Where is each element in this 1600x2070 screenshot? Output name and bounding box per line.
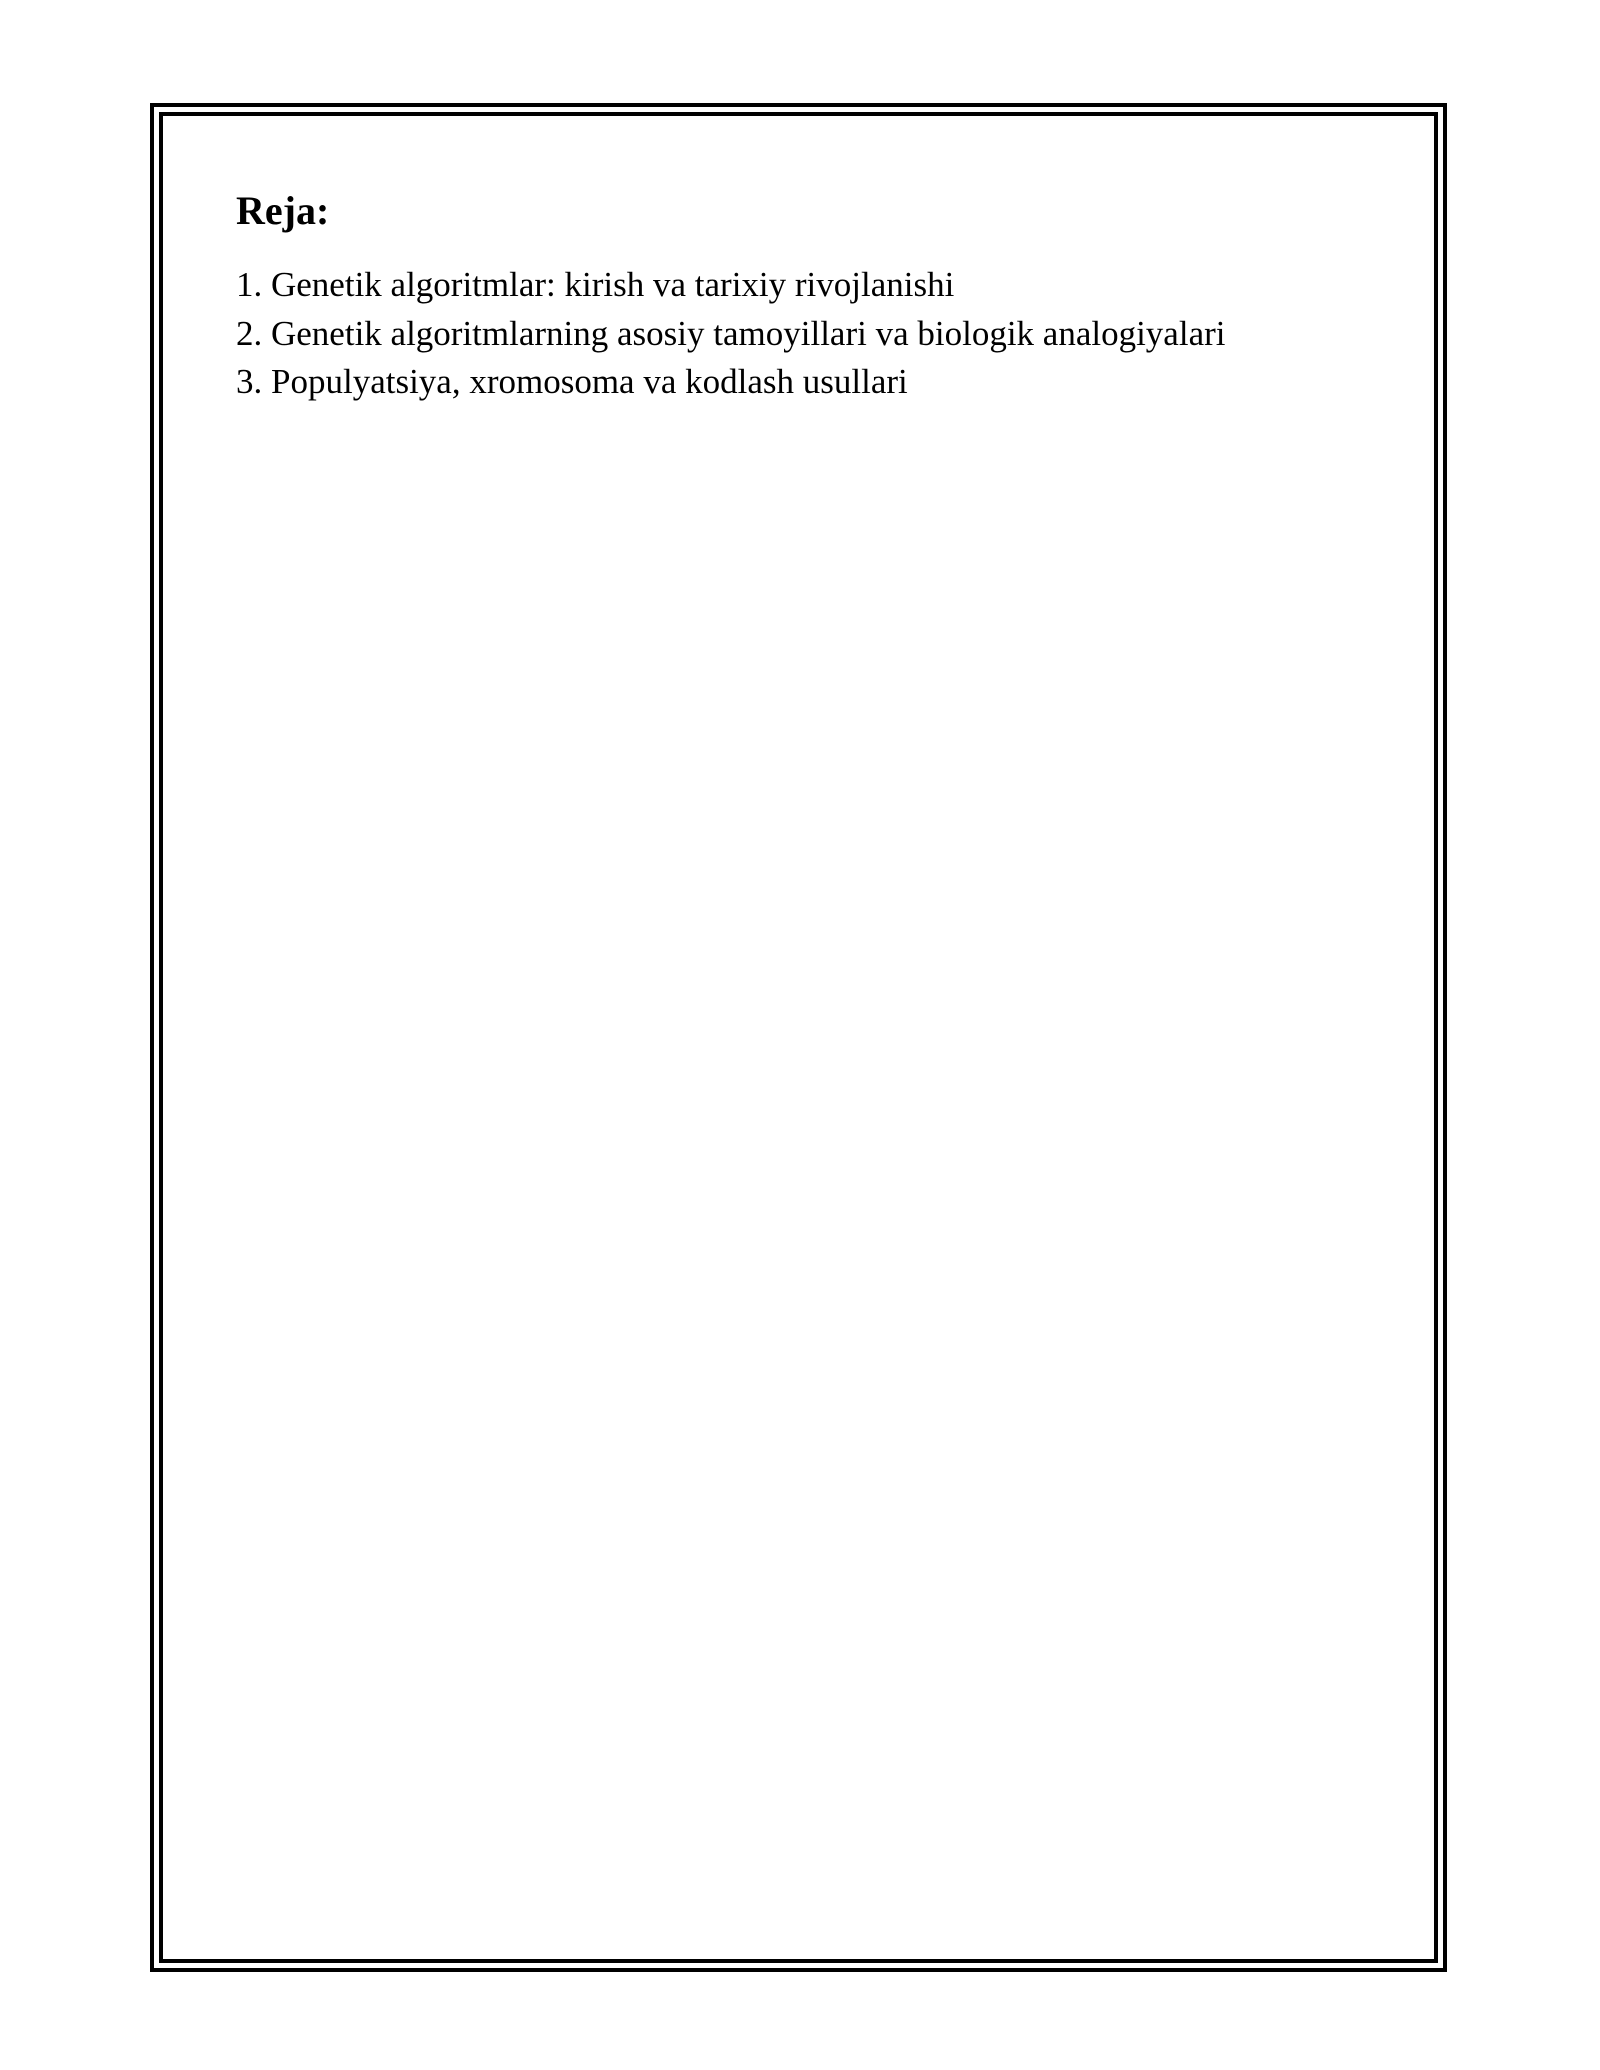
plan-list [236, 261, 1386, 407]
plan-item-3: 3. Populyatsiya, xromosoma va kodlash usullari [236, 362, 908, 401]
page-content [236, 185, 1386, 407]
plan-heading: Reja: [236, 188, 330, 233]
plan-item-1: 1. Genetik algoritmlar: kirish va tarixiy rivojlanishi [236, 265, 955, 304]
plan-item-2: 2. Genetik algoritmlarning asosiy tamoyillari va biologik analogiyalari [236, 313, 1226, 353]
